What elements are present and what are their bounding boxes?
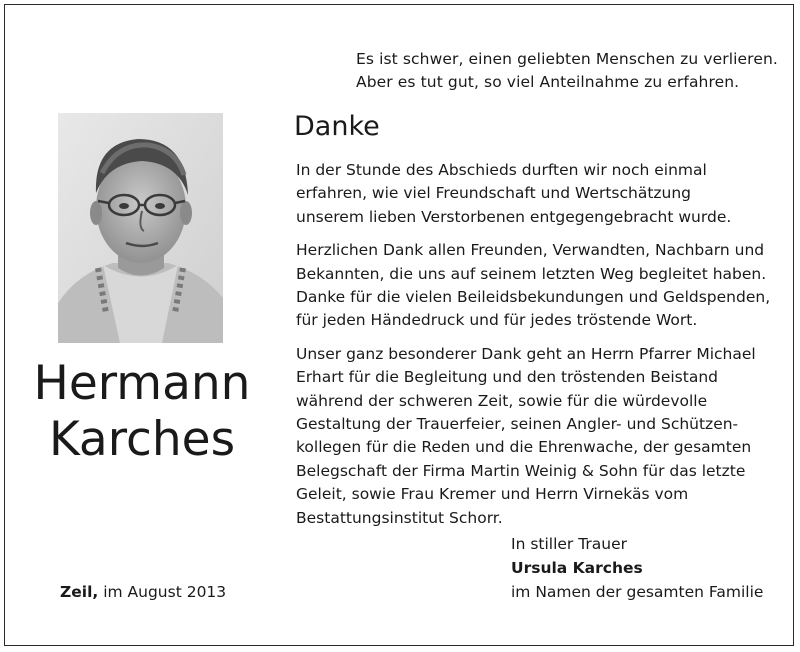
text-line: Bestattungsinstitut Schorr. bbox=[296, 508, 503, 527]
place: Zeil, bbox=[60, 583, 99, 601]
text-line: während der schweren Zeit, sowie für die würdevolle bbox=[296, 391, 708, 410]
signature-block bbox=[511, 532, 763, 604]
text-line: für jeden Händedruck und für jedes tröstende Wort. bbox=[296, 311, 698, 330]
text-line: Geleit, sowie Frau Kremer und Herrn Virnekäs vom bbox=[296, 485, 689, 504]
paragraph bbox=[296, 159, 776, 229]
portrait-photo bbox=[58, 113, 223, 343]
text-line: Bekannten, die uns auf seinem letzten Weg begleitet haben. bbox=[296, 264, 767, 283]
motto bbox=[356, 48, 776, 94]
motto-line: Es ist schwer, einen geliebten Menschen zu verlieren. bbox=[356, 50, 778, 68]
deceased-name bbox=[22, 356, 262, 468]
text-line: In der Stunde des Abschieds durften wir noch einmal bbox=[296, 161, 707, 179]
signature-name: Ursula Karches bbox=[511, 559, 643, 577]
last-name: Karches bbox=[48, 412, 236, 467]
heading: Danke bbox=[294, 111, 380, 142]
text-line: erfahren, wie viel Freundschaft und Wertschätzung bbox=[296, 184, 692, 203]
body-text bbox=[296, 159, 776, 540]
signature-intro: In stiller Trauer bbox=[511, 535, 628, 553]
text-line: Herzlichen Dank allen Freunden, Verwandten, Nachbarn und bbox=[296, 241, 765, 260]
place-date bbox=[60, 581, 226, 603]
text-line: Danke für die vielen Beileidsbekundungen und Geldspenden, bbox=[296, 288, 771, 307]
text-line: unserem lieben Verstorbenen entgegengebracht wurde. bbox=[296, 207, 732, 226]
text-line: kollegen für die Reden und die Ehrenwache, der gesamten bbox=[296, 438, 752, 457]
text-line: Gestaltung der Trauerfeier, seinen Angler- und Schützen- bbox=[296, 415, 739, 434]
date: im August 2013 bbox=[103, 583, 227, 601]
text-line: Unser ganz besonderer Dank geht an Herrn Pfarrer Michael bbox=[296, 344, 756, 363]
paragraph bbox=[296, 239, 776, 333]
text-line: Belegschaft der Firma Martin Weinig & Sohn für das letzte bbox=[296, 461, 746, 480]
text-line: Erhart für die Begleitung und den tröstenden Beistand bbox=[296, 368, 718, 387]
signature-family: im Namen der gesamten Familie bbox=[511, 583, 764, 601]
first-name: Hermann bbox=[33, 356, 251, 411]
paragraph bbox=[296, 343, 776, 530]
motto-line: Aber es tut gut, so viel Anteilnahme zu erfahren. bbox=[356, 73, 740, 91]
